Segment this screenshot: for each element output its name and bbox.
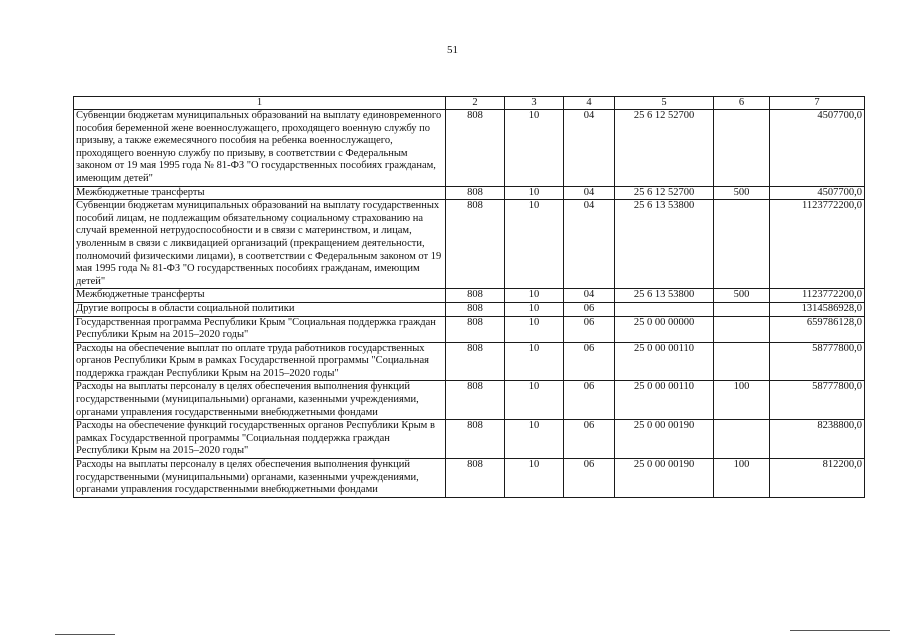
amount-value: 58777800,0	[770, 381, 865, 420]
expense-type-code	[714, 342, 770, 381]
expense-type-code: 100	[714, 459, 770, 498]
subsection-code: 06	[564, 459, 615, 498]
footer-divider-left	[55, 634, 115, 635]
table-row	[74, 302, 865, 316]
amount-value: 1314586928,0	[770, 302, 865, 316]
column-header: 3	[505, 97, 564, 110]
row-name: Расходы на обеспечение выплат по оплате труда работников государственных органов Республики Крым в рамках Государственной программы "Социальная поддержка граждан Республики Крым на 2015–2020 годы"	[74, 342, 446, 381]
target-code: 25 6 13 53800	[615, 200, 714, 289]
subsection-code: 04	[564, 186, 615, 200]
table-row	[74, 316, 865, 342]
table-row	[74, 110, 865, 187]
row-name: Субвенции бюджетам муниципальных образований на выплату государственных пособий лицам, не подлежащим обязательному социальному страхованию на случай временной нетрудоспособности и в связи с материнством, и лицам, уволенным в связи с ликвидацией организаций (прекращением деятельности, полномочий физическими лицами), в соответствии с Федеральным законом от 19 мая 1995 года № 81-ФЗ "О государственных пособиях гражданам, имеющим детей"	[74, 200, 446, 289]
amount-value: 659786128,0	[770, 316, 865, 342]
target-code: 25 0 00 00110	[615, 381, 714, 420]
target-code: 25 0 00 00190	[615, 420, 714, 459]
row-name: Межбюджетные трансферты	[74, 186, 446, 200]
ministry-code: 808	[446, 381, 505, 420]
amount-value: 4507700,0	[770, 110, 865, 187]
target-code: 25 6 12 52700	[615, 186, 714, 200]
ministry-code: 808	[446, 289, 505, 303]
table-row	[74, 381, 865, 420]
subsection-code: 04	[564, 289, 615, 303]
table-row	[74, 342, 865, 381]
expense-type-code: 500	[714, 289, 770, 303]
amount-value: 4507700,0	[770, 186, 865, 200]
section-code: 10	[505, 459, 564, 498]
ministry-code: 808	[446, 316, 505, 342]
column-header: 6	[714, 97, 770, 110]
row-name: Государственная программа Республики Крым "Социальная поддержка граждан Республики Крым на 2015–2020 годы"	[74, 316, 446, 342]
ministry-code: 808	[446, 459, 505, 498]
table-row	[74, 459, 865, 498]
expense-type-code: 100	[714, 381, 770, 420]
row-name: Другие вопросы в области социальной политики	[74, 302, 446, 316]
table-row	[74, 420, 865, 459]
budget-table	[73, 96, 865, 498]
section-code: 10	[505, 200, 564, 289]
column-header: 1	[74, 97, 446, 110]
subsection-code: 06	[564, 342, 615, 381]
table-row	[74, 200, 865, 289]
table-row	[74, 289, 865, 303]
column-header: 5	[615, 97, 714, 110]
subsection-code: 06	[564, 420, 615, 459]
row-name: Расходы на обеспечение функций государственных органов Республики Крым в рамках Государственной программы "Социальная поддержка граждан Республики Крым на 2015–2020 годы"	[74, 420, 446, 459]
amount-value: 58777800,0	[770, 342, 865, 381]
section-code: 10	[505, 110, 564, 187]
target-code: 25 0 00 00110	[615, 342, 714, 381]
section-code: 10	[505, 381, 564, 420]
target-code	[615, 302, 714, 316]
row-name: Расходы на выплаты персоналу в целях обеспечения выполнения функций государственными (муниципальными) органами, казенными учреждениями, органами управления государственными внебюджетными фондами	[74, 459, 446, 498]
amount-value: 1123772200,0	[770, 200, 865, 289]
column-header: 7	[770, 97, 865, 110]
section-code: 10	[505, 420, 564, 459]
section-code: 10	[505, 186, 564, 200]
subsection-code: 04	[564, 200, 615, 289]
section-code: 10	[505, 316, 564, 342]
ministry-code: 808	[446, 110, 505, 187]
expense-type-code: 500	[714, 186, 770, 200]
subsection-code: 06	[564, 381, 615, 420]
column-header: 4	[564, 97, 615, 110]
target-code: 25 0 00 00190	[615, 459, 714, 498]
ministry-code: 808	[446, 420, 505, 459]
target-code: 25 6 12 52700	[615, 110, 714, 187]
target-code: 25 0 00 00000	[615, 316, 714, 342]
table-row	[74, 186, 865, 200]
amount-value: 812200,0	[770, 459, 865, 498]
amount-value: 1123772200,0	[770, 289, 865, 303]
subsection-code: 06	[564, 302, 615, 316]
expense-type-code	[714, 302, 770, 316]
row-name: Субвенции бюджетам муниципальных образований на выплату единовременного пособия беременной жене военнослужащего, проходящего военную службу по призыву, а также ежемесячного пособия на ребенка военнослужащего, проходящего военную службу по призыву, в соответствии с Федеральным законом от 19 мая 1995 года № 81-ФЗ "О государственных пособиях гражданам, имеющим детей"	[74, 110, 446, 187]
footer-divider-right	[790, 630, 890, 631]
column-header: 2	[446, 97, 505, 110]
ministry-code: 808	[446, 186, 505, 200]
row-name: Межбюджетные трансферты	[74, 289, 446, 303]
ministry-code: 808	[446, 302, 505, 316]
section-code: 10	[505, 289, 564, 303]
expense-type-code	[714, 200, 770, 289]
expense-type-code	[714, 420, 770, 459]
subsection-code: 06	[564, 316, 615, 342]
section-code: 10	[505, 342, 564, 381]
row-name: Расходы на выплаты персоналу в целях обеспечения выполнения функций государственными (муниципальными) органами, казенными учреждениями, органами управления государственными внебюджетными фондами	[74, 381, 446, 420]
page-number: 51	[447, 44, 458, 56]
subsection-code: 04	[564, 110, 615, 187]
header-row	[74, 97, 865, 110]
ministry-code: 808	[446, 200, 505, 289]
target-code: 25 6 13 53800	[615, 289, 714, 303]
expense-type-code	[714, 110, 770, 187]
section-code: 10	[505, 302, 564, 316]
ministry-code: 808	[446, 342, 505, 381]
expense-type-code	[714, 316, 770, 342]
amount-value: 8238800,0	[770, 420, 865, 459]
